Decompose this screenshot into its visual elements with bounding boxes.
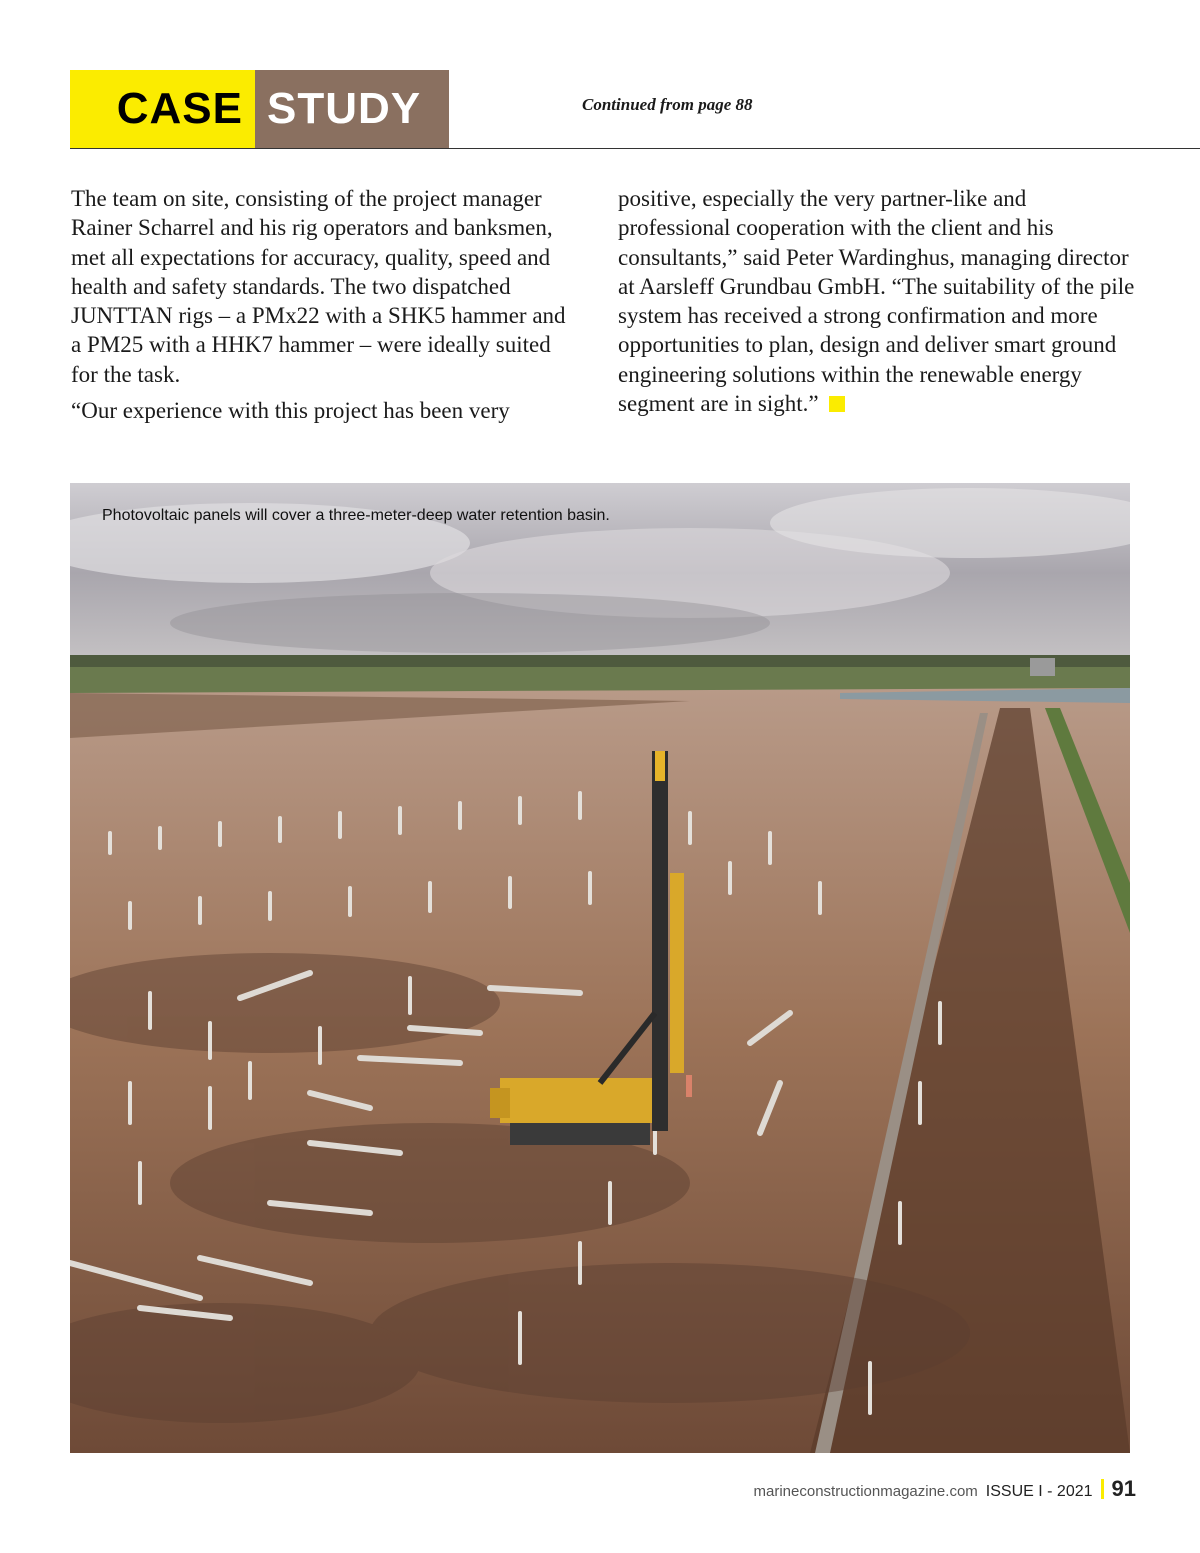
page-footer [754, 1476, 1136, 1502]
header-divider [70, 148, 1200, 149]
continued-note: Continued from page 88 [582, 95, 753, 114]
aerial-photo-illustration [70, 483, 1130, 1453]
photo-caption: Photovoltaic panels will cover a three-meter-deep water retention basin. [102, 507, 610, 524]
page-number: 91 [1111, 1476, 1136, 1501]
article-column-left [71, 184, 581, 432]
footer-issue: ISSUE I - 2021 [985, 1483, 1093, 1500]
footer-divider [1101, 1479, 1104, 1499]
end-of-article-mark [829, 396, 845, 412]
article-paragraph-1: The team on site, consisting of the project manager Rainer Scharrel and his rig operators and banksmen, met all expectations for accuracy, quality, speed and health and safety standards. The two dispatched JUNTTAN rigs – a PMx22 with a SHK5 hammer and a PM25 with a HHK7 hammer – were ideally suited for the task. [71, 186, 566, 387]
article-column-right [618, 184, 1138, 425]
article-paragraph-3: positive, especially the very partner-like and professional cooperation with the client and his consultants,” said Peter Wardinghus, managing director at Aarsleff Grundbau GmbH. “The suitability of the pile system has received a strong confirmation and more opportunities to plan, design and deliver smart ground engineering solutions within the renewable energy segment are in sight.” [618, 186, 1135, 417]
section-tag-study: STUDY [255, 70, 449, 148]
section-tag-case: CASE [70, 70, 255, 148]
section-tag [70, 70, 449, 148]
footer-website: marineconstructionmagazine.com [753, 1483, 978, 1500]
construction-site-photo [70, 483, 1130, 1453]
article-paragraph-2: “Our experience with this project has been very [71, 398, 510, 424]
